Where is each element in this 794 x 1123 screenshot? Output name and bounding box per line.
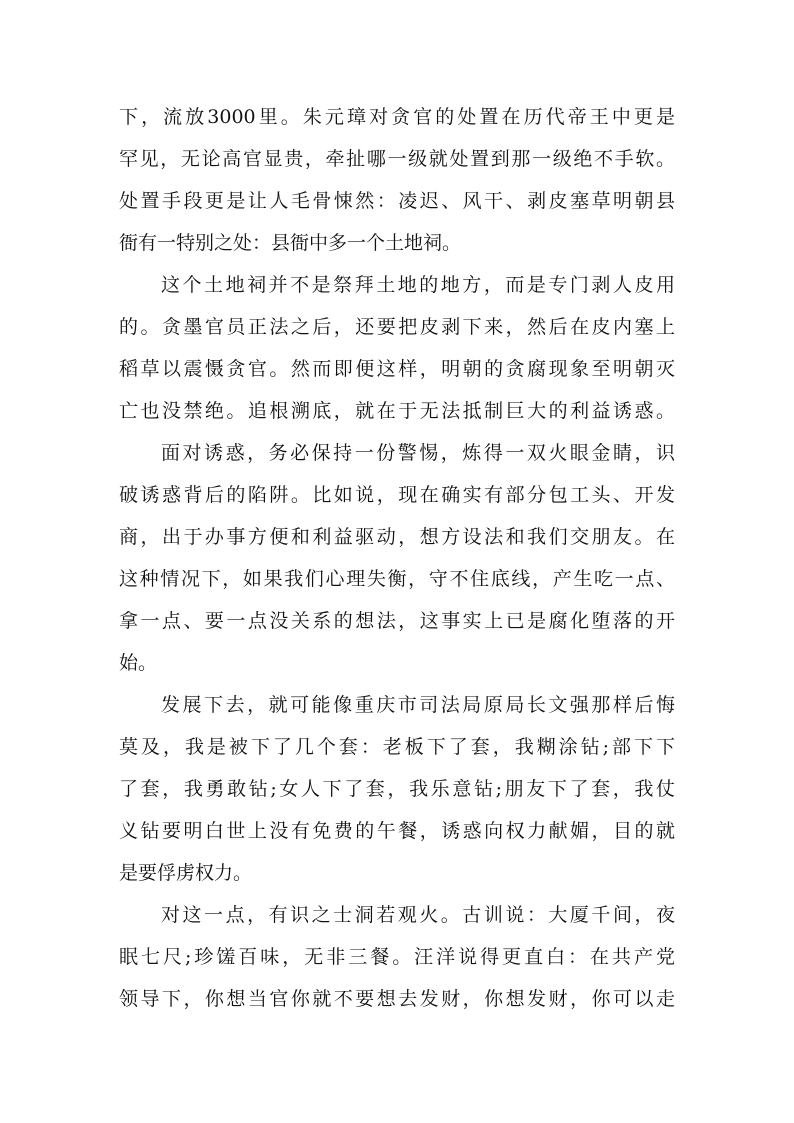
text-line: 破诱惑背后的陷阱。比如说，现在确实有部分包工头、开发 — [119, 484, 675, 506]
text-line: 是要俘虏权力。 — [119, 862, 253, 884]
text-line: 始。 — [119, 652, 158, 674]
text-line: 了套，我勇敢钻;女人下了套，我乐意钻;朋友下了套，我仗 — [119, 778, 675, 800]
text-line: 面对诱惑，务必保持一份警惕，炼得一双火眼金睛，识 — [161, 442, 675, 464]
paragraph — [119, 684, 675, 894]
text-line: 这个土地祠并不是祭拜土地的地方，而是专门剥人皮用 — [161, 274, 675, 296]
text-line: 发展下去，就可能像重庆市司法局原局长文强那样后悔 — [161, 694, 675, 716]
text-line: 领导下，你想当官你就不要想去发财，你想发财，你可以走 — [119, 988, 675, 1010]
text-line: 商，出于办事方便和利益驱动，想方设法和我们交朋友。在 — [119, 526, 675, 548]
paragraph — [119, 264, 675, 432]
text-line: 衙有一特别之处：县衙中多一个土地祠。 — [119, 232, 462, 254]
text-line: 的。贪墨官员正法之后，还要把皮剥下来，然后在皮内塞上 — [119, 316, 675, 338]
text-line: 眠七尺;珍馐百味，无非三餐。汪洋说得更直白：在共产党 — [119, 946, 675, 968]
text-line: 莫及，我是被下了几个套：老板下了套，我糊涂钻;部下下 — [119, 736, 675, 758]
document-body — [119, 96, 675, 1020]
text-line: 义钻要明白世上没有免费的午餐，诱惑向权力献媚，目的就 — [119, 820, 675, 842]
text-line: 罕见，无论高官显贵，牵扯哪一级就处置到那一级绝不手软。 — [119, 148, 675, 170]
text-line: 处置手段更是让人毛骨悚然：凌迟、风干、剥皮塞草明朝县 — [119, 190, 675, 212]
paragraph — [119, 96, 675, 264]
text-line: 下，流放3000里。朱元璋对贪官的处置在历代帝王中更是 — [119, 106, 675, 128]
text-line: 稻草以震慑贪官。然而即便这样，明朝的贪腐现象至明朝灭 — [119, 358, 675, 380]
text-line: 拿一点、要一点没关系的想法，这事实上已是腐化堕落的开 — [119, 610, 675, 632]
paragraph — [119, 894, 675, 1020]
text-line: 亡也没禁绝。追根溯底，就在于无法抵制巨大的利益诱惑。 — [119, 400, 675, 422]
text-line: 这种情况下，如果我们心理失衡，守不住底线，产生吃一点、 — [119, 568, 675, 590]
paragraph — [119, 432, 675, 684]
text-line: 对这一点，有识之士洞若观火。古训说：大厦千间，夜 — [161, 904, 675, 926]
